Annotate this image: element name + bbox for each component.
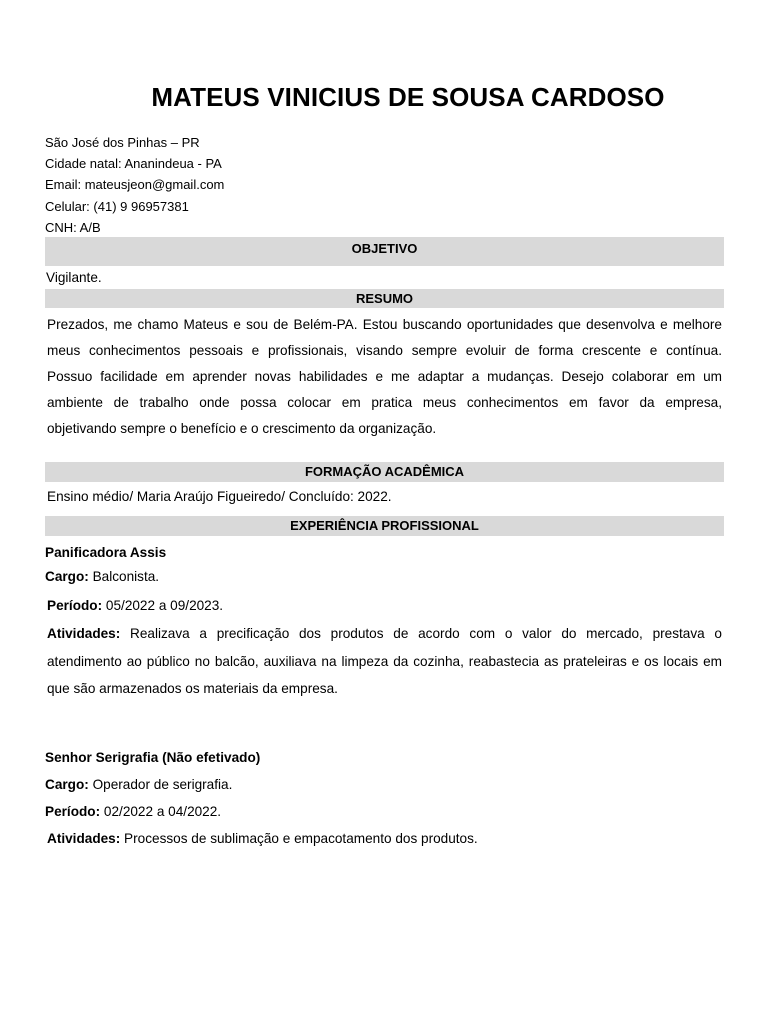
job-role xyxy=(45,569,159,584)
job-period-value: 05/2022 a 09/2023. xyxy=(102,598,224,613)
objective-text: Vigilante. xyxy=(46,270,102,285)
job-company: Senhor Serigrafia (Não efetivado) xyxy=(45,750,261,765)
job-activities-line-1 xyxy=(47,626,722,641)
summary-line-3: Possuo facilidade em aprender novas habilidades e me adaptar a mudanças. Desejo colaborar em um xyxy=(47,369,722,384)
job-activities-label: Atividades: xyxy=(47,831,121,846)
job-activities-line-2: atendimento ao público no balcão, auxiliava na limpeza da cozinha, reabastecia as prateleiras e os locais em xyxy=(47,654,722,669)
summary-line-2: meus conhecimentos pessoais e profissionais, visando sempre evoluir de forma crescente e contínua. xyxy=(47,343,722,358)
job-activities-text: Realizava a precificação dos produtos de acordo com o valor do mercado, prestava o xyxy=(120,626,722,641)
section-heading-objective: OBJETIVO xyxy=(45,237,724,266)
contact-hometown: Cidade natal: Ananindeua - PA xyxy=(45,156,222,171)
job-activities xyxy=(47,831,478,846)
job-company: Panificadora Assis xyxy=(45,545,167,560)
job-activities-line-3: que são armazenados os materiais da empresa. xyxy=(47,681,338,696)
education-text: Ensino médio/ Maria Araújo Figueiredo/ Concluído: 2022. xyxy=(47,489,392,504)
job-period-label: Período: xyxy=(47,598,103,613)
job-activities-text: Processos de sublimação e empacotamento dos produtos. xyxy=(120,831,478,846)
contact-phone: Celular: (41) 9 96957381 xyxy=(45,199,189,214)
section-heading-education: FORMAÇÃO ACADÊMICA xyxy=(45,462,724,482)
job-period-value: 02/2022 a 04/2022. xyxy=(100,804,222,819)
summary-line-5: objetivando sempre o benefício e o crescimento da organização. xyxy=(47,421,437,436)
job-role-label: Cargo: xyxy=(45,777,89,792)
summary-line-1: Prezados, me chamo Mateus e sou de Belém-PA. Estou buscando oportunidades que desenvolva e melhore xyxy=(47,317,722,332)
job-role-value: Operador de serigrafia. xyxy=(88,777,233,792)
contact-license: CNH: A/B xyxy=(45,220,101,235)
job-period xyxy=(45,804,221,819)
contact-email: Email: mateusjeon@gmail.com xyxy=(45,177,225,192)
resume-name: MATEUS VINICIUS DE SOUSA CARDOSO xyxy=(151,82,665,112)
job-activities-label: Atividades: xyxy=(47,626,121,641)
job-role xyxy=(45,777,232,792)
contact-location: São José dos Pinhas – PR xyxy=(45,135,200,150)
job-role-value: Balconista. xyxy=(88,569,160,584)
section-heading-experience: EXPERIÊNCIA PROFISSIONAL xyxy=(45,516,724,536)
job-period-label: Período: xyxy=(45,804,101,819)
section-heading-summary: RESUMO xyxy=(45,289,724,308)
job-role-label: Cargo: xyxy=(45,569,89,584)
job-period xyxy=(47,598,223,613)
summary-line-4: ambiente de trabalho onde possa colocar em pratica meus conhecimentos em favor da empresa, xyxy=(47,395,722,410)
